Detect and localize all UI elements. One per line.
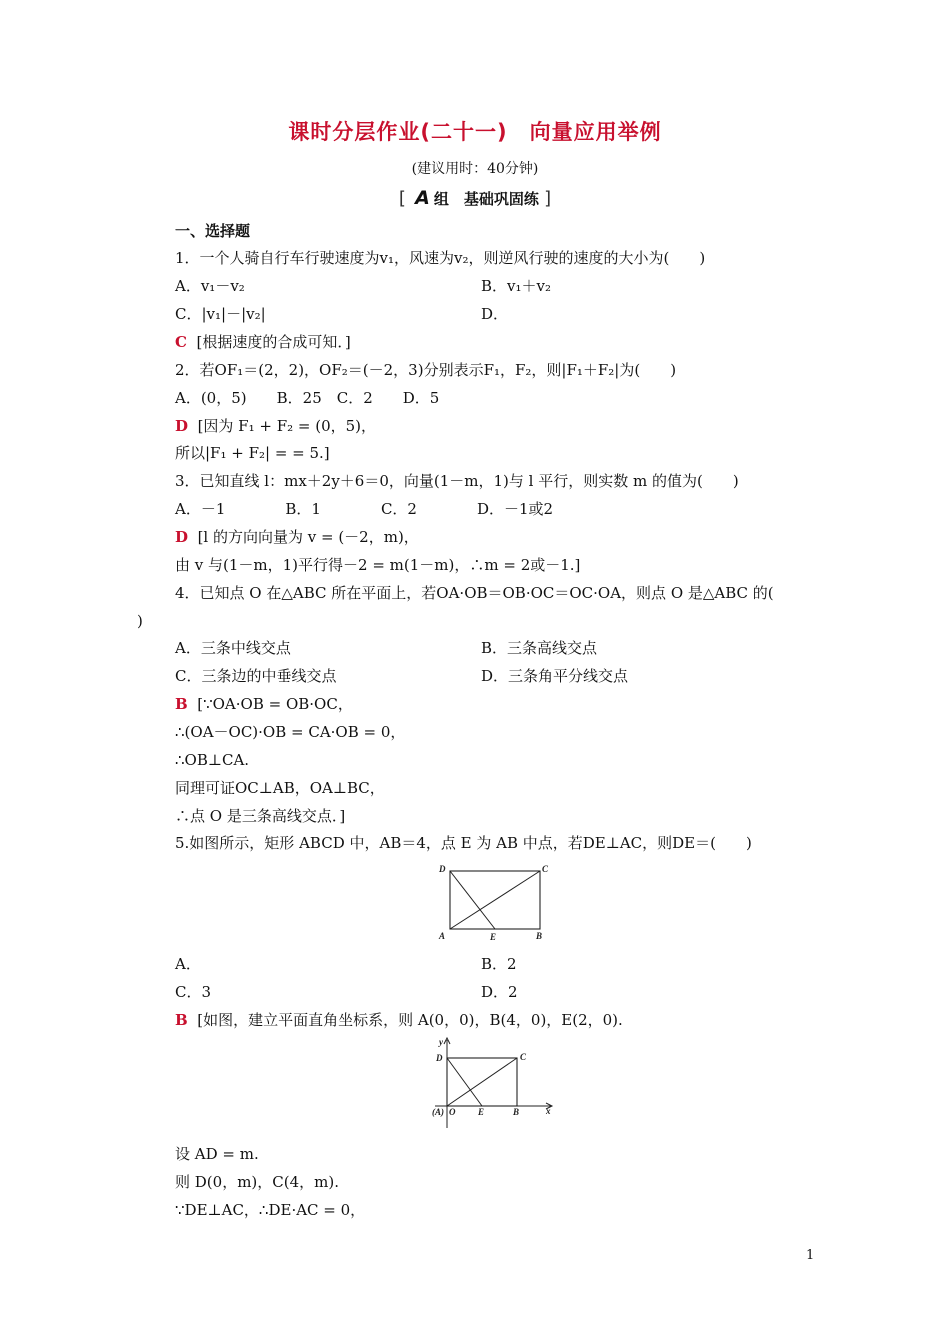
label-d: D — [439, 864, 446, 874]
q4-explanation: [∵OA·OB = OB·OC， — [197, 695, 353, 713]
q2-answer-letter: D — [175, 417, 189, 435]
q4-option-c: C．三条边的中垂线交点 — [175, 667, 337, 685]
q5-explanation-2: 设 AD = m. — [175, 1145, 259, 1163]
question-3: 3．已知直线 l：mx＋2y＋6＝0，向量(1－m，1)与 l 平行，则实数 m 的值为( ) — [175, 472, 739, 490]
q1-option-b: B．v₁＋v₂ — [481, 277, 551, 295]
group-heading — [0, 188, 950, 209]
question-4-cont: ) — [137, 612, 143, 630]
q5-explanation: [如图，建立平面直角坐标系，则 A(0，0)，B(4，0)，E(2，0). — [197, 1011, 623, 1029]
q4-option-d: D．三条角平分线交点 — [481, 667, 629, 685]
label-d: D — [436, 1053, 443, 1063]
q2-explanation-2: 所以|F₁ + F₂| = = 5.] — [175, 444, 330, 462]
label-y: y — [439, 1037, 443, 1047]
q4-answer-letter: B — [175, 695, 188, 713]
q4-explanation-3: ∴OB⊥CA. — [175, 751, 250, 769]
q3-answer-letter: D — [175, 528, 189, 546]
q3-options: A．－1 B．1 C．2 D．－1或2 — [175, 500, 554, 518]
page-title: 课时分层作业(二十一) 向量应用举例 — [288, 120, 662, 144]
question-4: 4．已知点 O 在△ABC 所在平面上，若OA·OB＝OB·OC＝OC·OA，则点 O 是△ABC 的( — [175, 584, 774, 602]
q1-explanation: [根据速度的合成可知．] — [196, 333, 351, 351]
q3-explanation-2: 由 v 与(1－m，1)平行得－2 = m(1－m)，∴m = 2或－1.] — [175, 556, 581, 574]
label-c: C — [542, 864, 549, 874]
label-c: C — [520, 1052, 527, 1062]
q1-option-c: C．|v₁|－|v₂| — [175, 305, 266, 323]
q3-explanation: [l 的方向向量为 v = (－2，m)， — [197, 528, 419, 546]
q1-option-a: A．v₁－v₂ — [175, 277, 245, 295]
q2-explanation: [因为 F₁ + F₂ = (0，5)， — [197, 417, 377, 435]
q4-answer — [175, 694, 353, 714]
label-b: B — [513, 1107, 520, 1117]
section-heading: 一、选择题 — [175, 222, 251, 240]
q5-option-c: C．3 — [175, 983, 212, 1001]
question-1: 1．一个人骑自行车行驶速度为v₁，风速为v₂，则逆风行驶的速度的大小为( ) — [175, 249, 706, 267]
question-2: 2．若OF₁＝(2，2)，OF₂＝(－2，3)分别表示F₁，F₂，则|F₁＋F₂|为( ) — [175, 361, 677, 379]
q5-option-a: A． — [175, 955, 201, 973]
q5-explanation-3: 则 D(0，m)，C(4，m). — [175, 1173, 339, 1191]
label-o: O — [449, 1107, 456, 1117]
q1-answer — [175, 332, 351, 352]
q5-option-d: D．2 — [481, 983, 518, 1001]
label-e: E — [478, 1107, 485, 1117]
q4-option-b: B．三条高线交点 — [481, 639, 598, 657]
label-x: x — [546, 1106, 551, 1116]
label-b: B — [536, 931, 543, 941]
bracket-right: ] — [544, 188, 552, 209]
q4-explanation-5: ∴点 O 是三条高线交点．] — [175, 807, 346, 825]
label-a: (A) — [432, 1107, 444, 1117]
q4-explanation-2: ∴(OA－OC)·OB = CA·OB = 0， — [175, 723, 406, 741]
segment-de — [447, 1058, 482, 1106]
q3-answer — [175, 527, 419, 547]
q5-answer — [175, 1010, 623, 1030]
q5-explanation-4: ∵DE⊥AC，∴DE·AC = 0， — [175, 1201, 366, 1219]
label-e: E — [490, 932, 497, 942]
group-text: 组 基础巩固练 — [433, 190, 539, 208]
rectangle-figure — [435, 860, 555, 946]
q5-option-b: B．2 — [481, 955, 517, 973]
q5-answer-letter: B — [175, 1011, 188, 1029]
q4-option-a: A．三条中线交点 — [175, 639, 291, 657]
q1-option-d: D． — [481, 305, 509, 323]
q2-answer — [175, 416, 376, 436]
diagonal-ac — [447, 1058, 517, 1106]
time-hint: (建议用时：40分钟) — [411, 161, 539, 177]
q2-options: A．(0，5) B．25 C．2 D．5 — [175, 389, 440, 407]
q1-answer-letter: C — [175, 333, 187, 351]
segment-de — [450, 871, 495, 929]
diagonal-ac — [450, 871, 540, 929]
group-letter: A — [415, 187, 430, 209]
q4-explanation-4: 同理可证OC⊥AB，OA⊥BC， — [175, 779, 385, 797]
question-5: 5.如图所示，矩形 ABCD 中，AB＝4，点 E 为 AB 中点，若DE⊥AC，则DE＝( ) — [175, 834, 752, 852]
bracket-left: [ — [398, 188, 406, 209]
coordinate-figure — [425, 1036, 560, 1134]
page-number: 1 — [806, 1248, 815, 1263]
label-a: A — [439, 931, 446, 941]
